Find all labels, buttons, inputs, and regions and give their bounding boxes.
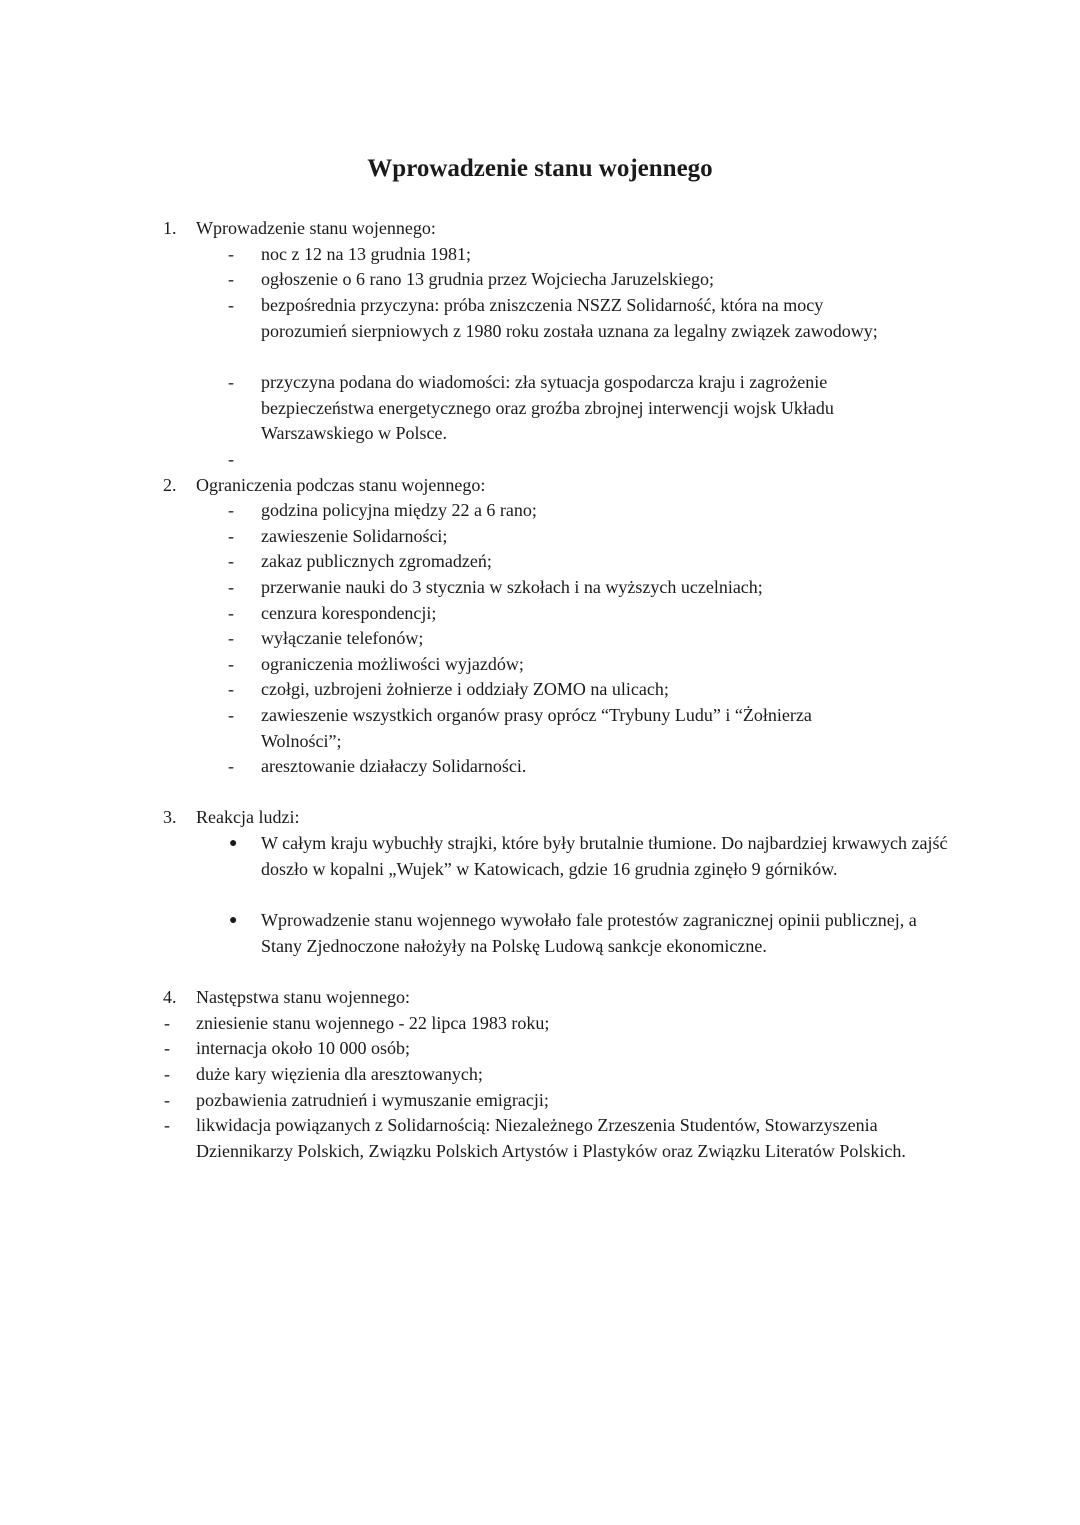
section-2-number: 2. <box>163 475 177 495</box>
list-item: Wprowadzenie stanu wojennego wywołało fale protestów zagranicznej opinii publicznej, a Stany Zjednoczone nałożyły na Polskę Ludową sankcje ekonomiczne. <box>261 910 917 956</box>
section-3-heading: Reakcja ludzi: <box>196 807 300 827</box>
list-marker-dash: - <box>164 1038 170 1058</box>
list-marker-dash: - <box>164 1090 170 1110</box>
list-item: wyłączanie telefonów; <box>261 628 424 648</box>
list-item: zawieszenie Solidarności; <box>261 526 448 546</box>
list-item: cenzura korespondencji; <box>261 603 437 623</box>
list-marker-dash: - <box>228 526 234 546</box>
list-marker-dash: - <box>164 1013 170 1033</box>
section-3-number: 3. <box>163 807 177 827</box>
list-marker-dash: - <box>228 269 234 289</box>
list-item: przyczyna podana do wiadomości: zła sytuacja gospodarcza kraju i zagrożenie bezpieczeństwa energetycznego oraz groźba zbrojnej interwencji wojsk Układu Warszawskiego w Polsce. <box>261 372 834 444</box>
list-marker-dash: - <box>228 244 234 264</box>
list-item: zawieszenie wszystkich organów prasy oprócz “Trybuny Ludu” i “Żołnierza Wolności”; <box>261 705 812 751</box>
list-marker-dash: - <box>228 628 234 648</box>
list-item: zakaz publicznych zgromadzeń; <box>261 551 492 571</box>
list-marker-dash: - <box>164 1064 170 1084</box>
list-item: likwidacja powiązanych z Solidarnością: Niezależnego Zrzeszenia Studentów, Stowarzyszenia Dziennikarzy Polskich, Związku Polskich Artystów i Plastyków oraz Związku Literatów Polskich. <box>196 1115 906 1161</box>
list-item: internacja około 10 000 osób; <box>196 1038 410 1058</box>
list-marker-dash: - <box>228 654 234 674</box>
list-item: zniesienie stanu wojennego - 22 lipca 1983 roku; <box>196 1013 550 1033</box>
list-marker-dash: - <box>228 372 234 392</box>
list-marker-dash: - <box>228 449 234 469</box>
list-marker-dash: - <box>228 551 234 571</box>
list-item: noc z 12 na 13 grudnia 1981; <box>261 244 471 264</box>
list-marker-dash: - <box>228 679 234 699</box>
list-marker-dash: - <box>228 500 234 520</box>
list-item: pozbawienia zatrudnień i wymuszanie emigracji; <box>196 1090 549 1110</box>
list-marker-dash: - <box>164 1115 170 1135</box>
section-4-heading: Następstwa stanu wojennego: <box>196 987 410 1007</box>
list-item: ogłoszenie o 6 rano 13 grudnia przez Wojciecha Jaruzelskiego; <box>261 269 715 289</box>
document-title: Wprowadzenie stanu wojennego <box>367 155 713 182</box>
list-item: godzina policyjna między 22 a 6 rano; <box>261 500 537 520</box>
section-2-heading: Ograniczenia podczas stanu wojennego: <box>196 475 486 495</box>
section-1-heading: Wprowadzenie stanu wojennego: <box>196 218 436 238</box>
list-marker-bullet: ● <box>229 836 238 851</box>
list-item: ograniczenia możliwości wyjazdów; <box>261 654 524 674</box>
list-marker-dash: - <box>228 705 234 725</box>
list-marker-bullet: ● <box>229 913 238 928</box>
list-marker-dash: - <box>228 756 234 776</box>
list-item: duże kary więzienia dla aresztowanych; <box>196 1064 483 1084</box>
list-marker-dash: - <box>228 577 234 597</box>
list-item: bezpośrednia przyczyna: próba zniszczenia NSZZ Solidarność, która na mocy porozumień sierpniowych z 1980 roku została uznana za legalny związek zawodowy; <box>261 295 878 341</box>
section-4-number: 4. <box>163 987 177 1007</box>
list-marker-dash: - <box>228 295 234 315</box>
list-marker-dash: - <box>228 603 234 623</box>
list-item: czołgi, uzbrojeni żołnierze i oddziały ZOMO na ulicach; <box>261 679 669 699</box>
list-item: W całym kraju wybuchły strajki, które były brutalnie tłumione. Do najbardziej krwawych zajść doszło w kopalni „Wujek” w Katowicach, gdzie 16 grudnia zginęło 9 górników. <box>261 833 948 879</box>
list-item: aresztowanie działaczy Solidarności. <box>261 756 527 776</box>
section-1-number: 1. <box>163 218 177 238</box>
list-item: przerwanie nauki do 3 stycznia w szkołach i na wyższych uczelniach; <box>261 577 763 597</box>
